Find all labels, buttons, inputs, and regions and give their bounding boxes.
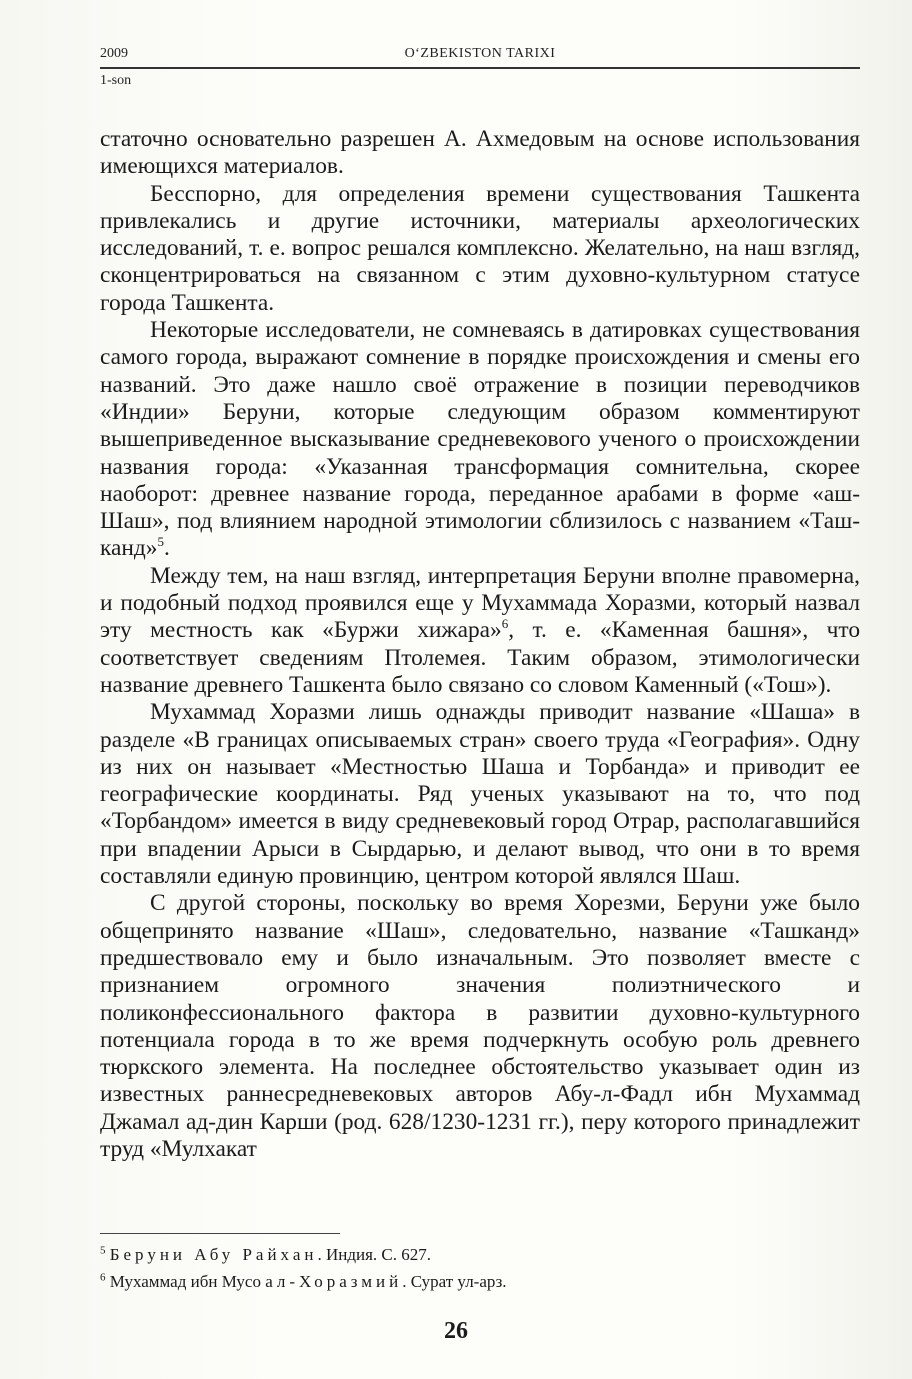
paragraph: Между тем, на наш взгляд, интерпретация Беруни вполне правомерна, и подобный подход проявился еще у Мухаммада Хоразми, который назвал эту местность как «Буржи хижара»$^6$, т. е. «Каменная башня», что соответствует сведениям Птолемея. Таким образом, этимологически название древнего Ташкента было связано со словом Каменный («Тош»). (100, 562, 861, 698)
header-rule (100, 67, 860, 69)
running-header (100, 46, 860, 92)
footnote-ref[interactable]: 6 (501, 616, 509, 632)
footnote-author: Беруни Абу Райхан (109, 1245, 318, 1264)
body-text (100, 126, 860, 1163)
footnote: $^6$ Мухаммад ибн Мусо ал-Хоразмий. Сурат ул-арз. (100, 1271, 507, 1291)
footnote-ref[interactable]: 5 (157, 534, 165, 550)
footnote-author: ал-Хоразмий (265, 1272, 403, 1291)
paragraph: С другой стороны, поскольку во время Хорезми, Беруни уже было общепринято название «Шаш», следовательно, название «Ташканд» предшествовало ему и было изначальным. Это позволяет вместе с признанием огромного значения полиэтнического и поликонфессионального фактора в развитии духовно-культурного потенциала города в то же время подчеркнуть особую роль древнего тюркского элемента. На последнее обстоятельство указывает один из известных раннесредневековых авторов Абу-л-Фадл ибн Мухаммад Джамал ад-дин Карши (род. 628/1230-1231 гг.), перу которого принадлежит труд «Мулхакат (100, 890, 860, 1162)
header-issue: 1-son (100, 73, 132, 88)
paragraph: Бесспорно, для определения времени существования Ташкента привлекались и другие источники, материалы археологических исследований, т. е. вопрос решался комплексно. Желательно, на наш взгляд, сконцентрироваться на связанном с этим духовно-культурном статусе города Ташкента. (100, 180, 860, 316)
footnote-separator (100, 1233, 340, 1234)
footnote: $^5$ Беруни Абу Райхан. Индия. С. 627. (100, 1244, 431, 1264)
footnotes (100, 1241, 860, 1295)
page-number: 26 (444, 1318, 468, 1344)
header-year: 2009 (100, 46, 128, 61)
paragraph: Некоторые исследователи, не сомневаясь в датировках существования самого города, выражают сомнение в порядке происхождения и смены его названий. Это даже нашло своё отражение в позиции переводчиков «Индии» Беруни, которые следующим образом комментируют вышеприведенное высказывание средневекового ученого о происхождении названия города: «Указанная трансформация сомнительна, скорее наоборот: древнее название города, переданное арабами в форме «аш-Шаш», под влиянием народной этимологии сблизилось с названием «Таш-канд»$^5$. (100, 317, 860, 562)
paragraph: статочно основательно разрешен А. Ахмедовым на основе использования имеющихся материалов. (100, 126, 860, 180)
paragraph: Мухаммад Хоразми лишь однажды приводит название «Шаша» в разделе «В границах описываемых стран» своего труда «География». Одну из них он называет «Местностью Шаша и Торбанда» и приводит ее географические координаты. Ряд ученых указывают на то, что под «Торбандом» имеется в виду средневековый город Отрар, располагавшийся при впадении Арыси в Сырдарью, и делают вывод, что они в то время составляли единую провинцию, центром которой являлся Шаш. (100, 699, 860, 890)
header-journal-title: O‘ZBEKISTON TARIXI (404, 46, 556, 61)
